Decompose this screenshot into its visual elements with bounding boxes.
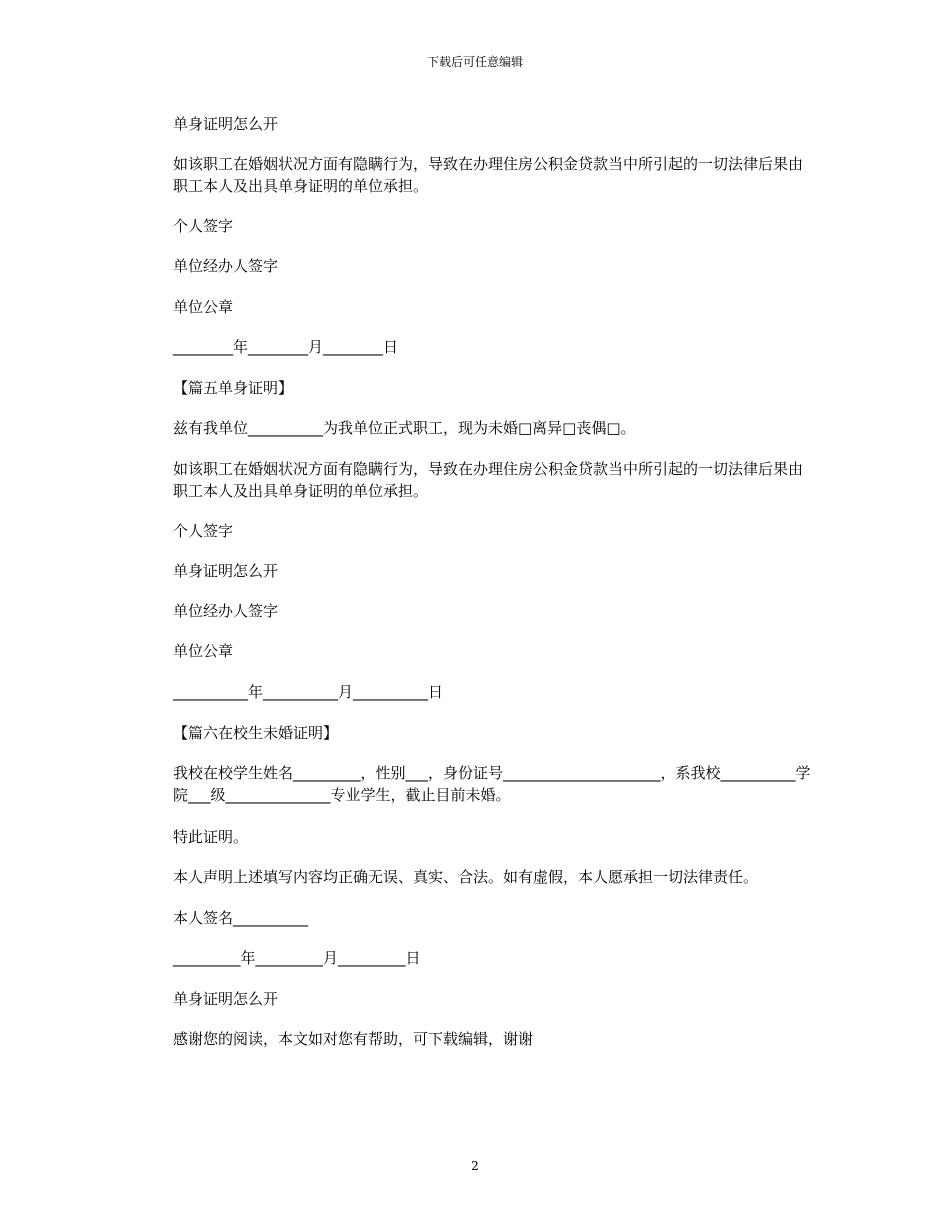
paragraph: 单身证明怎么开	[173, 562, 279, 580]
date-line: __________年__________月__________日	[173, 683, 444, 701]
page-header: 下载后可任意编辑	[426, 55, 523, 69]
paragraph: 单位经办人签字	[173, 602, 279, 620]
paragraph: 如该职工在婚姻状况方面有隐瞒行为，导致在办理住房公积金贷款当中所引起的一切法律后果由职工本人及出具单身证明的单位承担。	[173, 155, 804, 195]
paragraph: 单位公章	[173, 642, 234, 660]
closing-note: 感谢您的阅读，本文如对您有帮助，可下载编辑，谢谢	[173, 1030, 534, 1048]
paragraph: 我校在校学生姓名_________，性别___，身份证号_____________________，系我校__________学院___级______________专业学生，截止目前未婚。	[173, 764, 811, 804]
paragraph: 单身证明怎么开	[173, 115, 279, 133]
date-line: _________年_________月_________日	[173, 949, 421, 967]
paragraph: 如该职工在婚姻状况方面有隐瞒行为，导致在办理住房公积金贷款当中所引起的一切法律后果由职工本人及出具单身证明的单位承担。	[173, 460, 804, 500]
section-heading: 【篇五单身证明】	[173, 379, 294, 397]
date-line: ________年________月________日	[173, 338, 399, 356]
paragraph: 特此证明。	[173, 828, 249, 846]
paragraph: 单位经办人签字	[173, 257, 279, 275]
paragraph: 个人签字	[173, 217, 234, 235]
signature-line: 本人签名__________	[173, 909, 309, 927]
paragraph: 单身证明怎么开	[173, 990, 279, 1008]
section-heading: 【篇六在校生未婚证明】	[173, 724, 339, 742]
paragraph: 本人声明上述填写内容均正确无误、真实、合法。如有虚假，本人愿承担一切法律责任。	[173, 868, 759, 886]
paragraph: 兹有我单位__________为我单位正式职工，现为未婚□离异□丧偶□。	[173, 419, 636, 437]
paragraph: 单位公章	[173, 298, 234, 316]
paragraph: 个人签字	[173, 522, 234, 540]
page-number: 2	[471, 1159, 479, 1173]
